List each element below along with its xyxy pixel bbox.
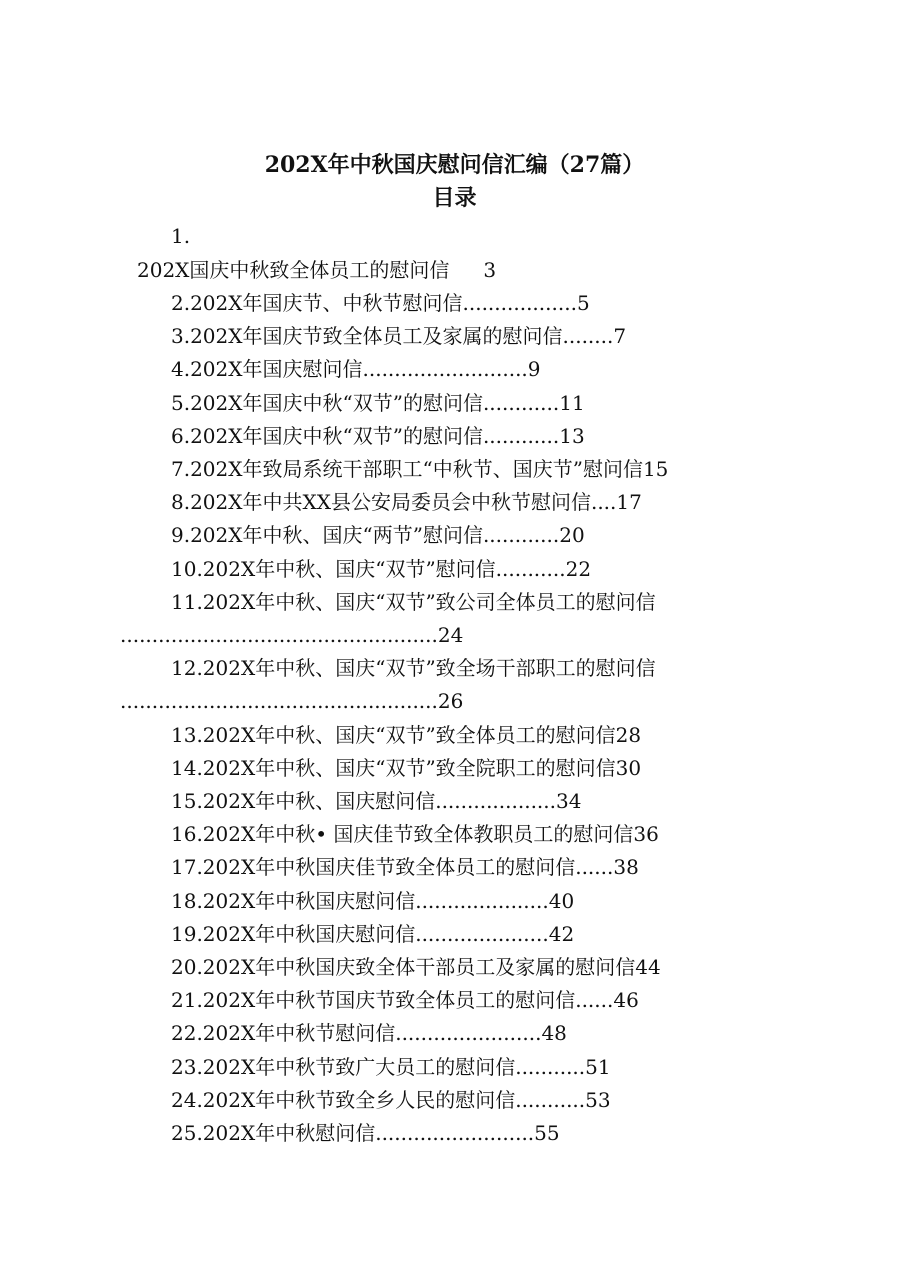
toc-item-1[interactable] (137, 256, 496, 284)
toc-item-page: 46 (613, 988, 639, 1012)
toc-item-text: 19.202X年中秋国庆慰问信..................... (171, 922, 549, 946)
toc-item-page: 34 (556, 789, 582, 813)
toc-item-text: 10.202X年中秋、国庆“双节”慰问信........... (171, 557, 566, 581)
toc-item-page: 28 (615, 723, 642, 747)
toc-item-page: 26 (437, 689, 464, 713)
toc-item-text: 21.202X年中秋节国庆节致全体员工的慰问信...... (171, 988, 614, 1012)
toc-item-text: 24.202X年中秋节致全乡人民的慰问信........... (171, 1088, 586, 1112)
toc-item-3[interactable] (171, 322, 626, 350)
toc-item-page: 3 (483, 258, 497, 282)
toc-item-13[interactable] (171, 721, 641, 749)
toc-item-text: 202X国庆中秋致全体员工的慰问信 (137, 258, 450, 282)
toc-item-11[interactable] (171, 588, 656, 616)
toc-item-page: 36 (633, 822, 659, 846)
toc-item-page: 20 (559, 523, 585, 547)
toc-item-text: 7.202X年致局系统干部职工“中秋节、国庆节”慰问信 (171, 457, 643, 481)
toc-item-page: 13 (559, 424, 585, 448)
toc-item-text: 5.202X年国庆中秋“双节”的慰问信............ (171, 391, 560, 415)
toc-item-text: 6.202X年国庆中秋“双节”的慰问信............ (171, 424, 560, 448)
toc-item-page: 11 (559, 391, 585, 415)
toc-item-1-number[interactable]: 1. (171, 224, 191, 248)
toc-item-page: 30 (615, 756, 642, 780)
toc-item-2[interactable] (171, 289, 590, 317)
toc-item-24[interactable] (171, 1086, 611, 1114)
toc-item-page: 44 (635, 955, 661, 979)
toc-item-text: 4.202X年国庆慰问信.......................... (171, 357, 528, 381)
toc-item-18[interactable] (171, 887, 574, 915)
toc-item-page: 5 (576, 291, 590, 315)
toc-item-20[interactable] (171, 953, 661, 981)
toc-item-text: 12.202X年中秋、国庆“双节”致全场干部职工的慰问信 (171, 656, 656, 680)
toc-item-22[interactable] (171, 1019, 567, 1047)
toc-item-6[interactable] (171, 422, 585, 450)
toc-item-12-continuation[interactable] (120, 687, 463, 715)
toc-item-text: 17.202X年中秋国庆佳节致全体员工的慰问信...... (171, 855, 614, 879)
toc-item-5[interactable] (171, 389, 585, 417)
toc-item-11-continuation[interactable] (120, 621, 463, 649)
toc-item-page: 17 (616, 490, 642, 514)
toc-item-text: 22.202X年中秋节慰问信....................... (171, 1021, 542, 1045)
toc-item-21[interactable] (171, 986, 639, 1014)
toc-item-page: 53 (585, 1088, 611, 1112)
toc-item-text: 16.202X年中秋• 国庆佳节致全体教职员工的慰问信 (171, 822, 634, 846)
toc-item-text: 2.202X年国庆节、中秋节慰问信.................. (171, 291, 577, 315)
toc-item-16[interactable] (171, 820, 659, 848)
toc-item-page: 40 (548, 889, 575, 913)
toc-item-9[interactable] (171, 521, 585, 549)
toc-item-page: 48 (541, 1021, 567, 1045)
toc-item-text: 11.202X年中秋、国庆“双节”致公司全体员工的慰问信 (171, 590, 656, 614)
toc-item-14[interactable] (171, 754, 641, 782)
toc-item-7[interactable] (171, 455, 668, 483)
toc-item-page: 55 (534, 1121, 560, 1145)
toc-item-text: 18.202X年中秋国庆慰问信..................... (171, 889, 549, 913)
toc-item-page: 38 (613, 855, 639, 879)
toc-item-page: 15 (642, 457, 669, 481)
toc-item-4[interactable] (171, 355, 541, 383)
toc-item-text: 23.202X年中秋节致广大员工的慰问信........... (171, 1055, 586, 1079)
toc-item-19[interactable] (171, 920, 574, 948)
toc-item-10[interactable] (171, 555, 591, 583)
toc-item-17[interactable] (171, 853, 639, 881)
toc-item-leader: .................................................. (120, 623, 438, 647)
toc-item-text: 3.202X年国庆节致全体员工及家属的慰问信........ (171, 324, 614, 348)
toc-item-page: 9 (527, 357, 541, 381)
toc-item-8[interactable] (171, 488, 642, 516)
toc-item-23[interactable] (171, 1053, 611, 1081)
toc-item-text: 15.202X年中秋、国庆慰问信................... (171, 789, 557, 813)
toc-item-leader: .................................................. (120, 689, 438, 713)
toc-item-text: 9.202X年中秋、国庆“两节”慰问信............ (171, 523, 560, 547)
toc-heading: 目录 (432, 185, 477, 211)
toc-item-page: 7 (613, 324, 627, 348)
toc-item-25[interactable] (171, 1119, 560, 1147)
toc-item-text: 14.202X年中秋、国庆“双节”致全院职工的慰问信 (171, 756, 616, 780)
toc-item-12[interactable] (171, 654, 656, 682)
toc-item-page: 22 (565, 557, 592, 581)
toc-item-text: 13.202X年中秋、国庆“双节”致全体员工的慰问信 (171, 723, 616, 747)
toc-item-page: 42 (548, 922, 575, 946)
toc-item-text: 8.202X年中共XX县公安局委员会中秋节慰问信.... (171, 490, 617, 514)
toc-item-text: 25.202X年中秋慰问信......................... (171, 1121, 535, 1145)
toc-item-15[interactable] (171, 787, 581, 815)
toc-item-page: 24 (437, 623, 464, 647)
toc-item-text: 20.202X年中秋国庆致全体干部员工及家属的慰问信 (171, 955, 636, 979)
document-title: 202X年中秋国庆慰问信汇编（27篇） (264, 152, 645, 178)
toc-item-page: 51 (585, 1055, 611, 1079)
